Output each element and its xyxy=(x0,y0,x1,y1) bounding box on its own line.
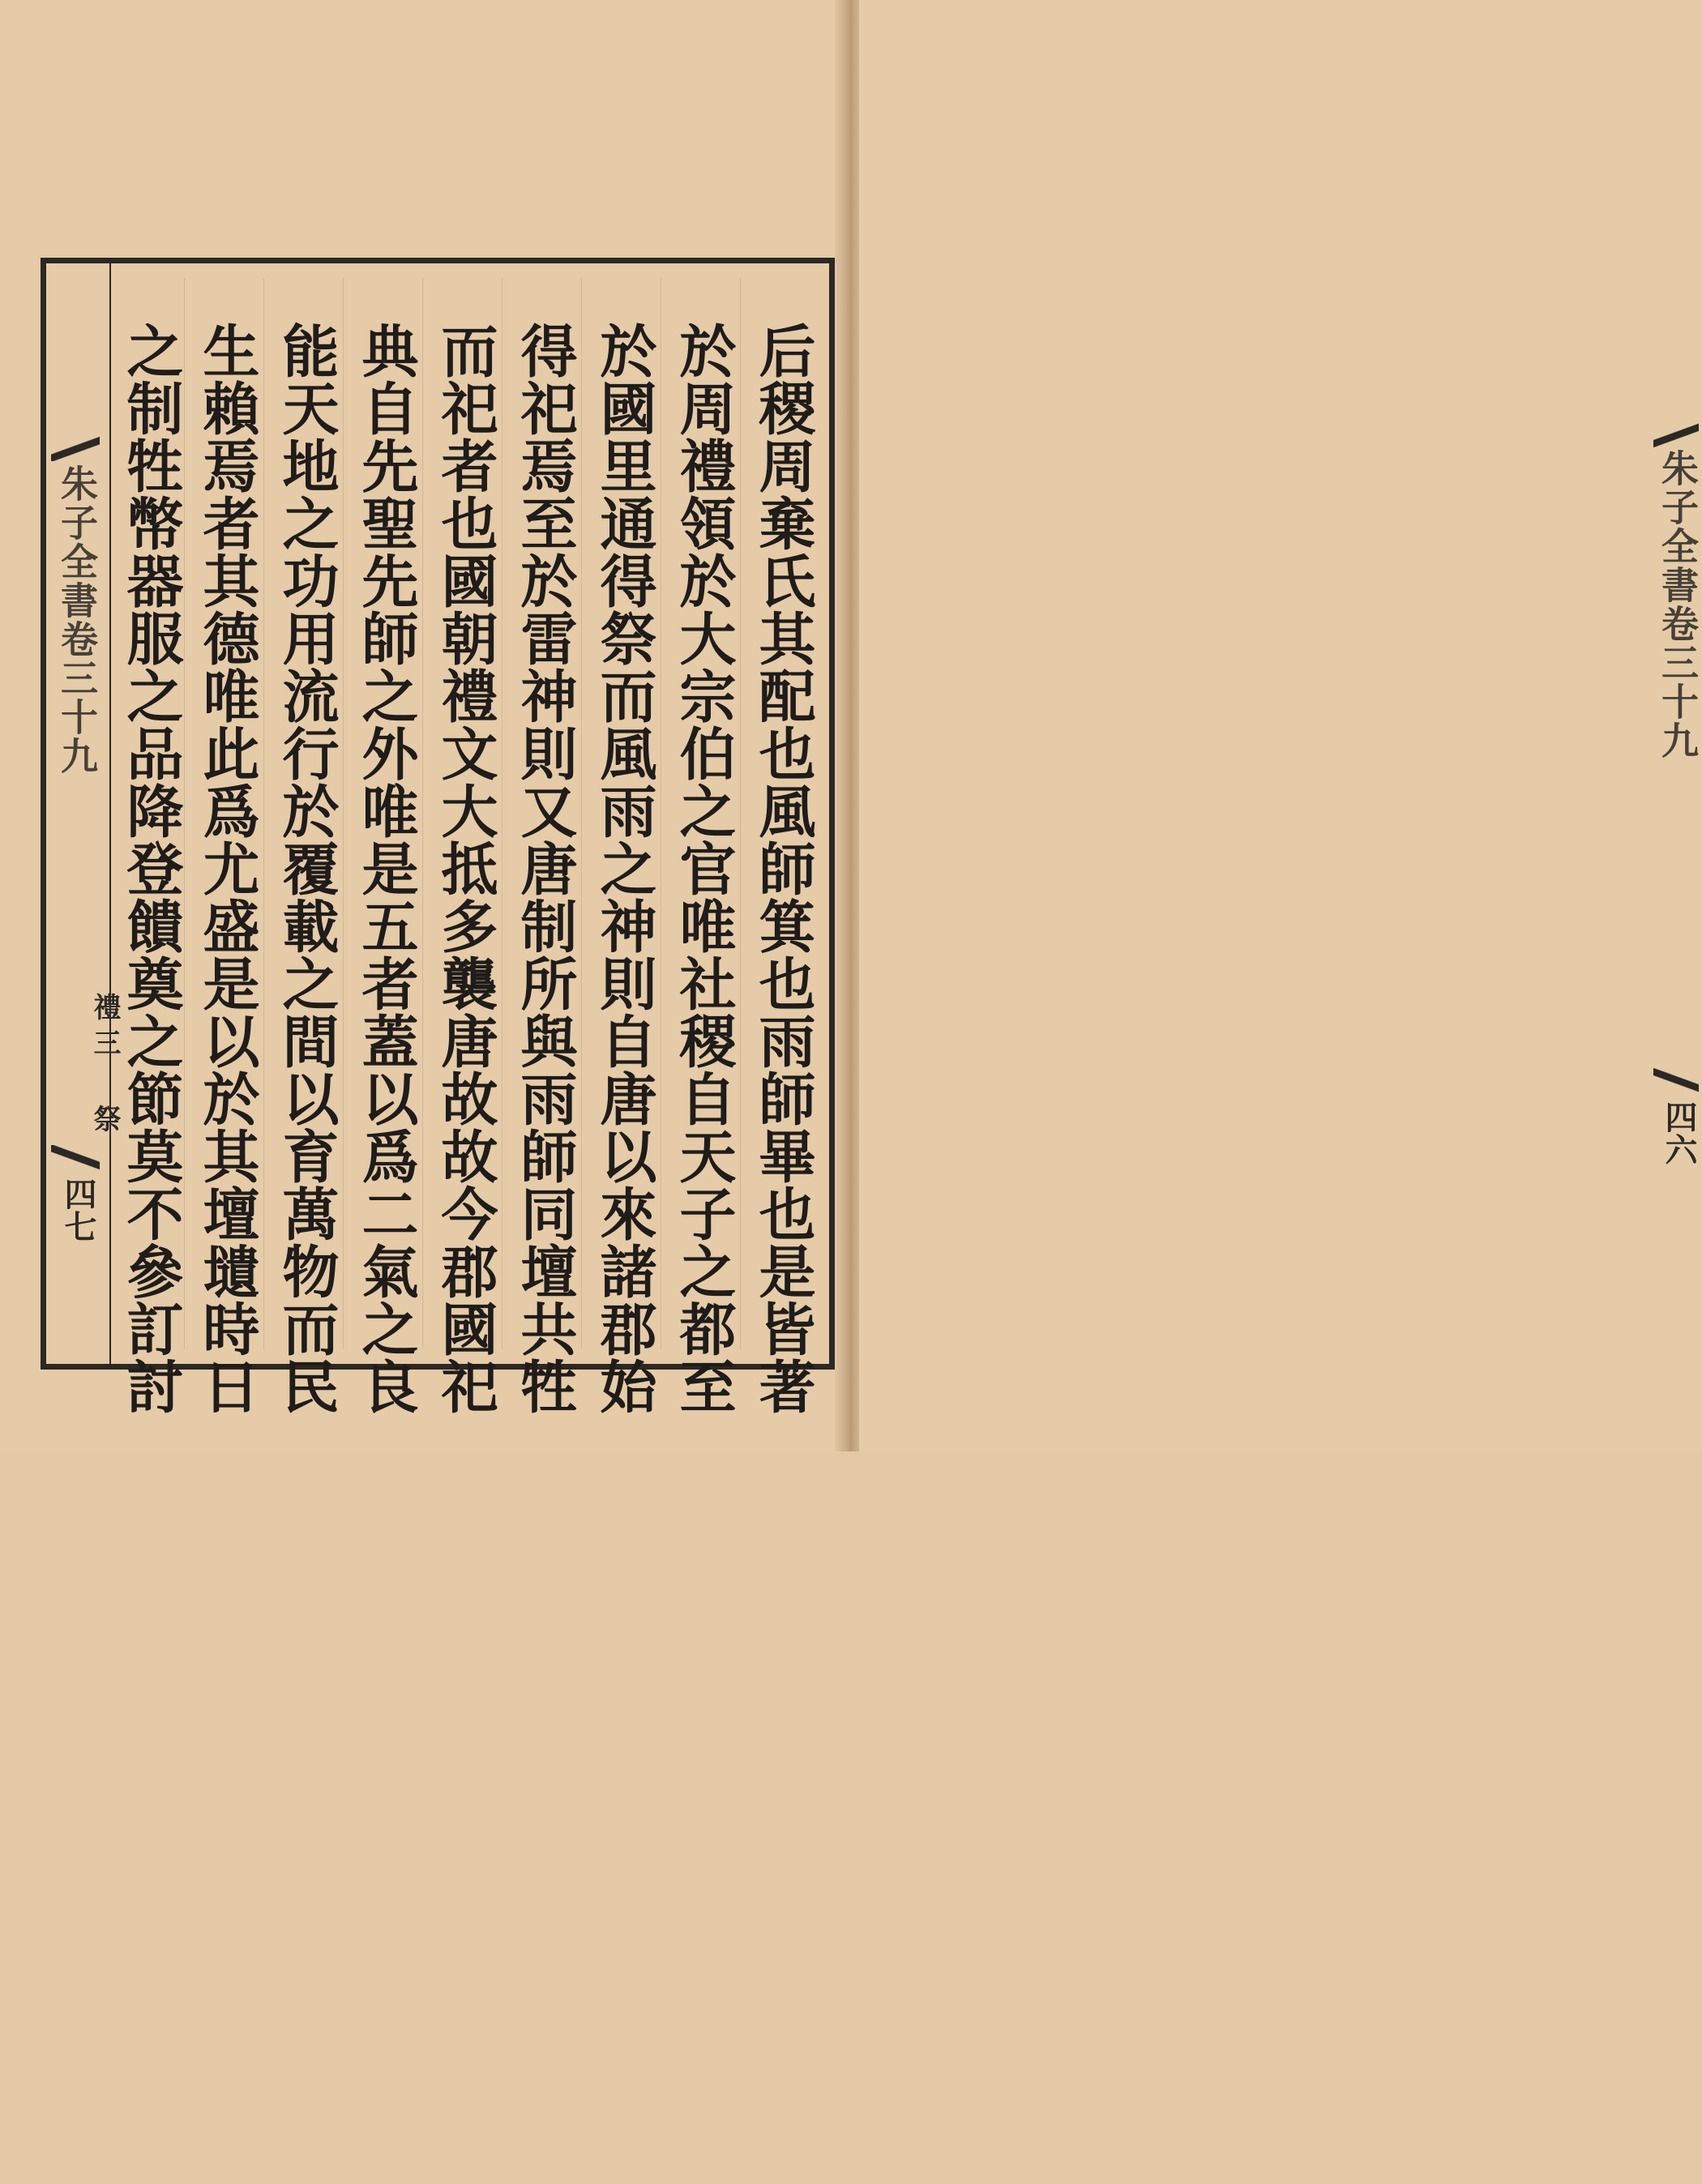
column-text: 生賴焉者其德唯此爲尤盛是以於其壇壝時日 xyxy=(194,322,261,1415)
fishtail-top-mark xyxy=(51,434,100,461)
column-text: 能天地之功用流行於覆載之間以育萬物而民 xyxy=(273,322,340,1415)
fishtail-top-mark xyxy=(1653,420,1699,447)
column-text: 得祀焉至於雷神則又唐制所與雨師同壇共牲 xyxy=(511,322,579,1415)
book-title-margin: 朱子全書卷三十九 xyxy=(55,464,99,776)
left-page-frame xyxy=(41,258,835,1415)
right-page-margin xyxy=(1653,258,1702,1355)
text-column xyxy=(664,322,743,1416)
column-text: 之制牲幣器服之品降登饋奠之節莫不參訂討 xyxy=(118,322,185,1415)
text-column xyxy=(187,322,267,1416)
column-text: 於周禮領於大宗伯之官唯社稷自天子之都至 xyxy=(670,322,738,1415)
column-text: 而祀者也國朝禮文大抵多襲唐故故今郡國祀 xyxy=(432,322,499,1415)
text-column xyxy=(346,322,426,1416)
text-column xyxy=(267,322,346,1416)
column-text: 於國里通得祭而風雨之神則自唐以來諸郡始 xyxy=(591,322,658,1415)
column-text: 典自先聖先師之外唯是五者蓋以爲二氣之良 xyxy=(353,322,420,1415)
left-page-margin xyxy=(46,263,121,1364)
column-text: 后稷周棄氏其配也風師箕也雨師畢也是皆著 xyxy=(750,322,817,1415)
page-number: 四六 xyxy=(1660,1101,1698,1165)
book-title-margin: 朱子全書卷三十九 xyxy=(1656,449,1700,760)
right-page xyxy=(859,0,1702,1451)
text-column xyxy=(505,322,584,1416)
fishtail-bottom-mark xyxy=(1653,1068,1699,1096)
fishtail-bottom-mark xyxy=(51,1145,100,1173)
text-column xyxy=(111,322,190,1416)
text-column xyxy=(584,322,664,1416)
text-column xyxy=(743,322,823,1416)
text-column xyxy=(426,322,505,1416)
section-label: 禮三 祭 xyxy=(88,993,121,1140)
page-number: 四七 xyxy=(59,1177,97,1242)
left-page xyxy=(0,0,847,1451)
